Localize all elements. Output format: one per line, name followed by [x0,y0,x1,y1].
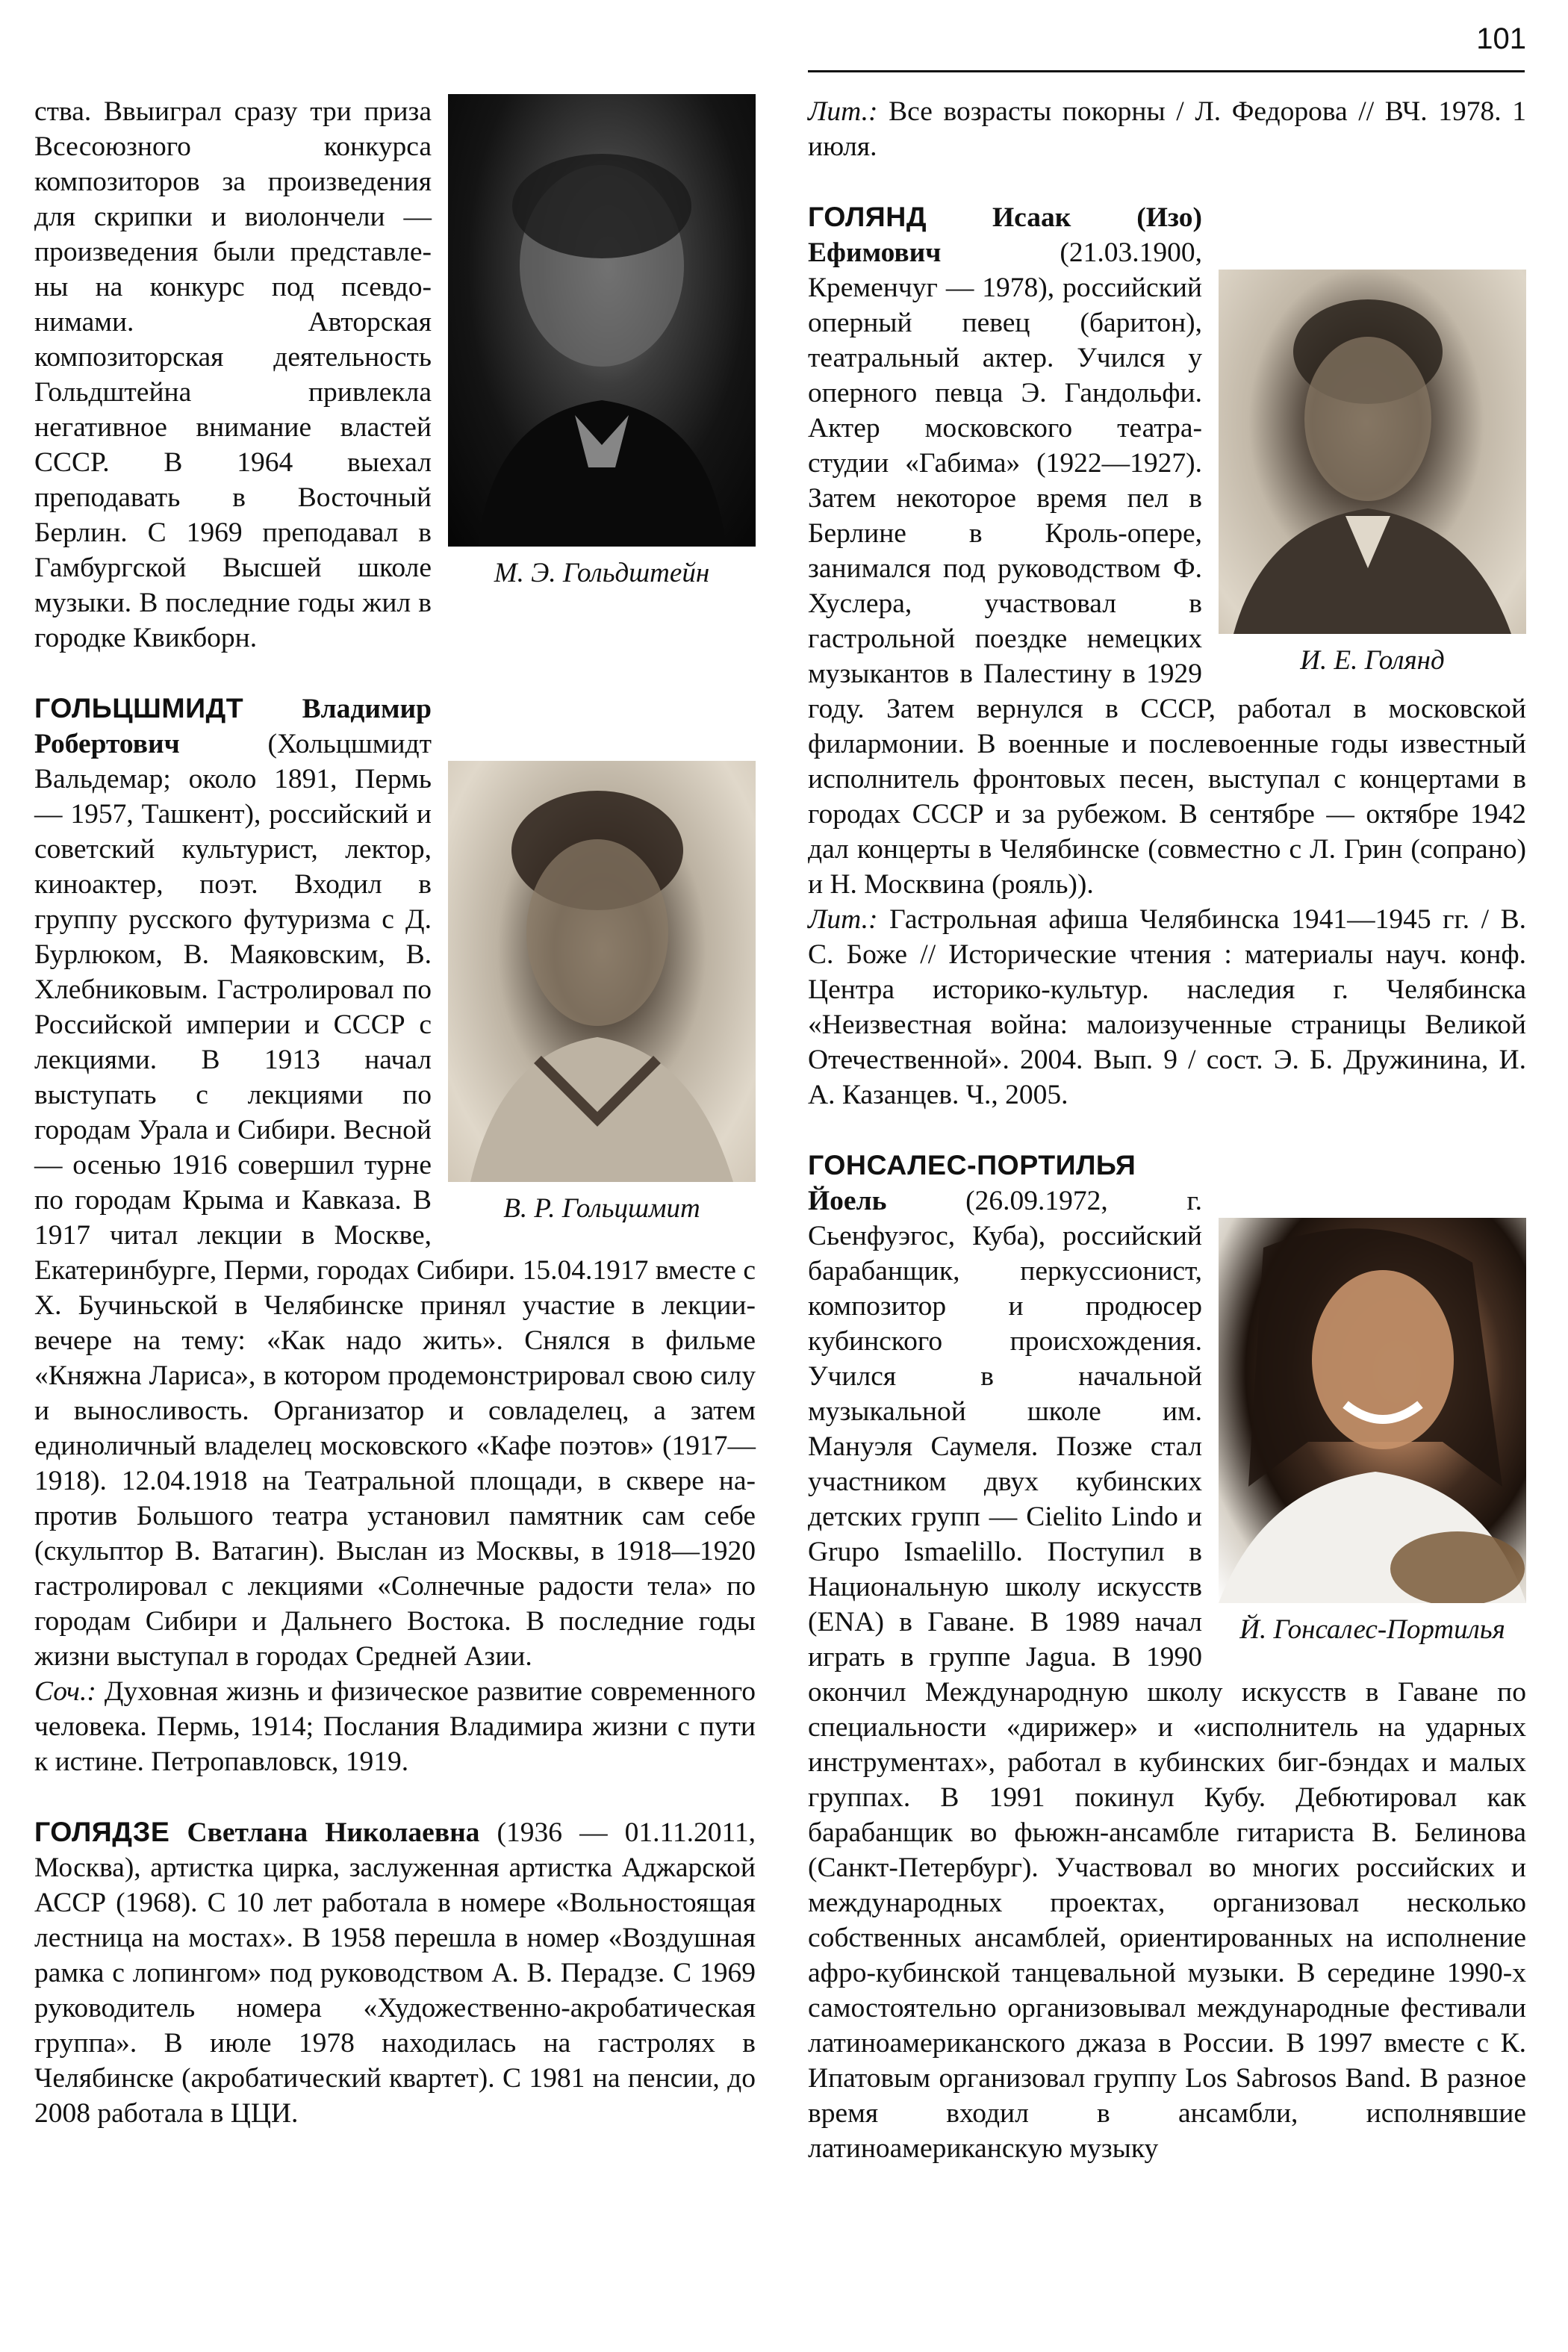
literature-text [808,94,1526,164]
entry-text: ства. Ввыиграл сразу три приза Всесоюзного конкурса композиторов за произведения для скрипки и виолончели — произведения были представлены на конкурс под псевдонимами. Авторская композиторская деятельность Гольдштейна привлекла негативное внимание властей СССР. В 1964 выехал преподавать в Восточный Берлин. С 1969 преподавал в Гамбургской Высшей школе музыки. В последние годы жил в городке Квикборн. [34,96,432,653]
portrait-photo [1219,270,1526,634]
headword-given-names: Владимир Робертович [34,694,432,759]
photo-caption: М. Э. Гольдштейн [494,558,710,588]
portrait-photo [1219,1218,1526,1603]
photo-gonsales-portilya [1219,1218,1526,1646]
portrait-silhouette-icon [448,761,756,1182]
page-number: 101 [1476,22,1526,55]
entry-works [34,1674,756,1779]
entry-gonsales-portilya [808,1148,1526,2166]
works-text: Духовная жизнь и физическое развитие современного человека. Пермь, 1914; Послания Владимира жизни с пути к истине. Петропавловск, 1919. [34,1676,756,1777]
entry-body: (1936 — 01.11.2011, Москва), артистка цирка, заслуженная артистка Аджарской АССР (1968). С 10 лет работала в номере «Вольностоящая лестница на мостах». В 1958 перешла в номер «Воздушная рамка с лопингом» под руководством А. В. Перадзе. С 1969 руководитель номера «Художественно-акробатическая группа». В июле 1978 находилась на гастролях в Челябинске (акробатический квартет). С 1981 на пенсии, до 2008 работала в ЦЦИ. [34,1817,756,2129]
headword-surname: ГОЛЯДЗЕ [34,1816,170,1847]
right-column [808,94,1526,2201]
literature-body: Гастрольная афиша Челябинска 1941—1945 гг. / В. С. Боже // Исторические чтения : материалы науч. конф. Центра историко-культур. наследия г. Челябинска «Неизвестная война: малоизученные страницы Великой Отечественной». 2004. Вып. 9 / сост. Э. Б. Дружинина, И. А. Казанцев. Ч., 2005. [808,904,1526,1110]
headword-surname: ГОЛЬЦШМИДТ [34,692,244,724]
photo-golyand [1219,270,1526,677]
entry-literature [808,902,1526,1113]
entry-body: (21.03.1900, Кременчуг — 1978), российский оперный певец (баритон), театральный актер. Учился у оперного певца Э. Гандольфи. Актер московского театра-студии «Габима» (1922—1927). Затем некоторое время пел в Берлине в Кроль-опере, занимался под руководством Ф. Хуслера, участвовал в гастрольной поездке немецких музыкантов в Палестину в 1929 году. Затем вернулся в СССР, работал в московской филармонии. В военные и послевоенные годы известный исполнитель фронтовых песен, выступал с концертами в городах СССР и за рубежом. В сентябре — октябре 1942 дал концерты в Челябинске (совместно с Л. Грин (сопрано) и Н. Москвина (рояль)). [808,237,1526,900]
photo-caption: Й. Гонсалес-Портилья [1239,1614,1505,1645]
entry-body: (Хольцшмидт Вальдемар; около 1891, Пермь — 1957, Ташкент), российский и советский культурист, лектор, киноактер, поэт. Входил в группу русского футуризма с Д. Бурлюком, В. Маяковским, В. Хлебниковым. Гастролировал по Российской империи и СССР с лекциями. В 1913 начал выступать с лекциями по городам Урала и Сибири. Весной — осенью 1916 совершил турне по городам Крыма и Кавказа. В 1917 читал лекции в Москве, Екатеринбурге, Перми, городах Сибири. 15.04.1917 вместе с Х. Бучиньской в Челябинске принял участие в лекции-вечере на тему: «Как надо жить». Снялся в фильме «Княжна Лариса», в котором продемонстрировал свою силу и выносливость. Организатор и совладелец, а затем единоличный владелец московского «Кафе поэтов» (1917—1918). 12.04.1918 на Театральной площади, в сквере напротив Большого театра установил памятник сам себе (скульптор В. Ватагин). Выслан из Москвы, в 1918—1920 гастролировал с лекциями «Солнечные радости тела» по городам Сибири и Дальнего Востока. В последние годы жизни выступал в городах Средней Азии. [34,729,756,1672]
entry-golyadze [34,1814,756,2131]
literature-body: Все возрасты покорны / Л. Федорова // ВЧ. 1978. 1 июля. [808,96,1526,162]
photo-goltsschmidt [448,761,756,1225]
headword-surname: ГОНСАЛЕС-ПОРТИЛЬЯ [808,1149,1136,1180]
works-label: Соч.: [34,1676,96,1707]
entry-body: (26.09.1972, г. Сьенфуэгос, Куба), российский барабанщик, перкуссионист, композитор и продюсер кубинского происхождения. Учился в начальной музыкальной школе им. Мануэля Саумеля. Позже стал участником двух кубинских детских групп — Cielito Lindo и Grupo Ismaelillo. Поступил в Национальную школу искусств (ENA) в Гаване. В 1989 начал играть в группе Jagua. В 1990 окончил Международную школу искусств в Гаване по специальности «дирижер» и «исполнитель на ударных инструментах», работал в кубинских биг-бэндах и малых группах. В 1991 покинул Кубу. Дебютировал как барабанщик во фьюжн-ансамбле гитариста В. Белинова (Санкт-Петербург). Участвовал во многих российских и международных проектах, организовал несколько собственных ансамблей, ориентированных на исполнение афро-кубинской танцевальной музыки. В середине 1990-х самостоятельно организовывал международные фестивали латиноамериканского джаза в России. В 1997 вместе с К. Ипатовым организовал группу Los Sabrosos Band. В разное время входил в ансамбли, исполнявшие латиноамериканскую музыку [808,1186,1526,2164]
photo-caption: В. Р. Гольцшмит [503,1193,700,1224]
left-column [34,94,756,2166]
entry-golyand [808,199,1526,1113]
entry-lit-continued [808,94,1526,164]
headword-given-names: Йоель [808,1186,887,1216]
literature-label: Лит.: [808,904,878,935]
header-rule [808,70,1525,72]
literature-label: Лит.: [808,96,878,127]
headword-surname: ГОЛЯНД [808,201,927,232]
photo-caption: И. Е. Голянд [1300,645,1445,676]
entry-text [34,1814,756,2131]
portrait-photo [448,94,756,547]
portrait-silhouette-icon [448,94,756,547]
photo-goldstein [448,94,756,590]
headword-given-names: Исаак (Изо) Ефимович [808,202,1202,268]
entry-goltsschmidt [34,691,756,1779]
portrait-silhouette-icon [1219,270,1526,634]
headword-given-names: Светлана Николаевна [187,1817,480,1848]
portrait-silhouette-icon [1219,1218,1526,1603]
entry-goldstein-continued [34,94,756,656]
portrait-photo [448,761,756,1182]
